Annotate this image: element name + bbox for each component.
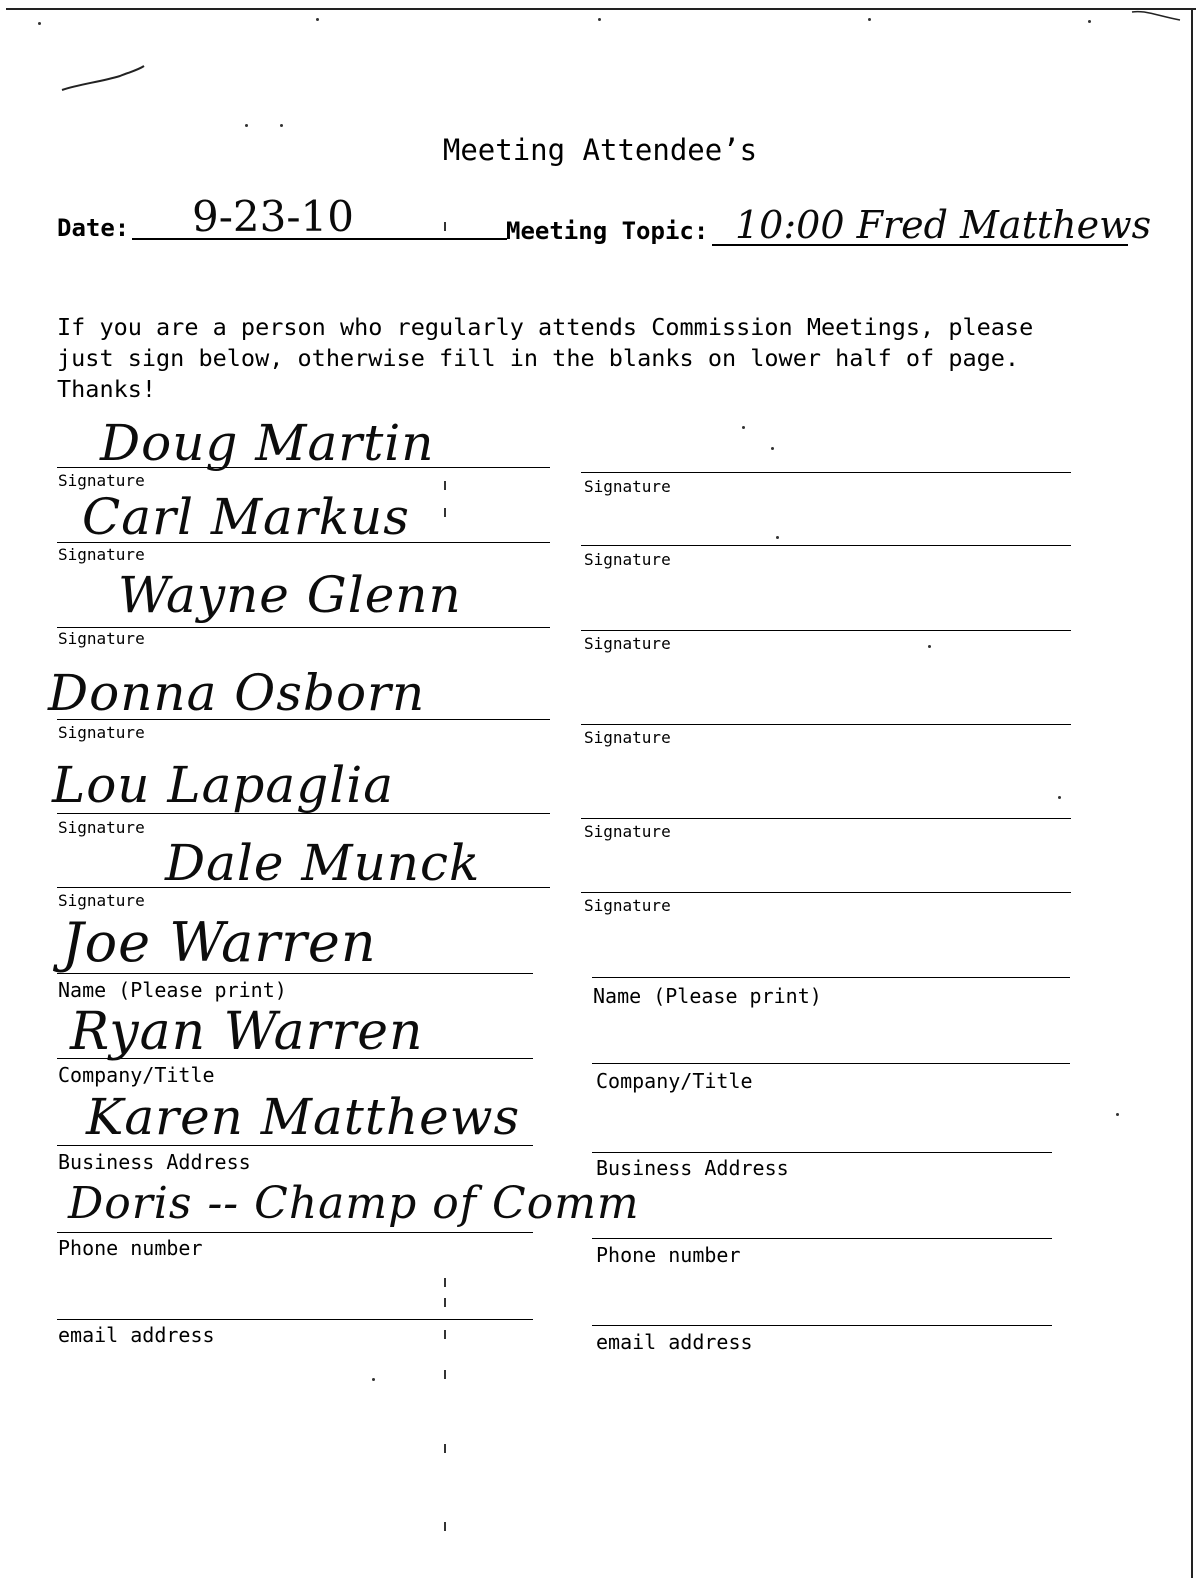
- scan-speck: [245, 124, 248, 127]
- company-label: Company/Title: [58, 1063, 215, 1087]
- scan-tick: [444, 1444, 446, 1453]
- signature-label: Signature: [58, 891, 145, 910]
- signature-label: Signature: [584, 477, 671, 496]
- signature-label: Signature: [584, 822, 671, 841]
- signature-line[interactable]: [581, 818, 1071, 819]
- handwritten-signature: Lou Lapaglia: [52, 756, 395, 814]
- scan-speck: [868, 18, 871, 21]
- scan-speck: [1058, 796, 1061, 799]
- phone-label: Phone number: [58, 1236, 203, 1260]
- address-field-line[interactable]: [592, 1152, 1052, 1153]
- handwritten-signature: Donna Osborn: [48, 664, 426, 722]
- scan-speck: [928, 645, 931, 648]
- signature-label: Signature: [584, 896, 671, 915]
- instructions-line: just sign below, otherwise fill in the blanks on lower half of page.: [57, 344, 1020, 372]
- signature-label: Signature: [58, 629, 145, 648]
- handwritten-address: Karen Matthews: [86, 1088, 521, 1146]
- company-label: Company/Title: [596, 1069, 753, 1093]
- scan-tick: [444, 222, 446, 231]
- handwritten-signature: Doug Martin: [100, 414, 435, 472]
- scan-tick: [444, 481, 446, 490]
- scan-tick: [444, 1522, 446, 1531]
- name-label: Name (Please print): [58, 978, 287, 1002]
- signature-line[interactable]: [581, 630, 1071, 631]
- email-field-line[interactable]: [57, 1319, 533, 1320]
- scan-tick: [444, 1298, 446, 1307]
- scan-speck: [316, 18, 319, 21]
- instructions-line: If you are a person who regularly attends Commission Meetings, please: [57, 313, 1034, 341]
- meeting-topic-value: 10:00 Fred Matthews: [735, 203, 1152, 247]
- page-title: Meeting Attendee’s: [442, 133, 758, 167]
- handwritten-signature: Wayne Glenn: [118, 566, 462, 624]
- scan-speck: [771, 447, 774, 450]
- scan-speck: [372, 1378, 375, 1381]
- date-label: Date:: [57, 214, 130, 242]
- signature-label: Signature: [584, 634, 671, 653]
- page-edge-top: [6, 8, 1196, 10]
- signature-label: Signature: [58, 818, 145, 837]
- scan-speck: [742, 426, 745, 429]
- name-field-line[interactable]: [592, 977, 1070, 978]
- scan-scribble: [60, 62, 150, 96]
- scan-speck: [776, 536, 779, 539]
- signature-label: Signature: [584, 550, 671, 569]
- signature-label: Signature: [58, 723, 145, 742]
- phone-label: Phone number: [596, 1243, 741, 1267]
- page-edge-right: [1191, 8, 1193, 1578]
- instructions: [57, 312, 1137, 405]
- email-field-line[interactable]: [592, 1325, 1052, 1326]
- signature-label: Signature: [584, 728, 671, 747]
- scan-speck: [1116, 1113, 1119, 1116]
- signature-line[interactable]: [581, 472, 1071, 473]
- company-field-line[interactable]: [592, 1063, 1070, 1064]
- signature-line[interactable]: [57, 627, 550, 628]
- scan-speck: [38, 22, 41, 25]
- scan-speck: [280, 124, 283, 127]
- handwritten-company: Ryan Warren: [70, 1002, 424, 1062]
- handwritten-signature: Carl Markus: [82, 488, 410, 546]
- email-label: email address: [596, 1330, 753, 1354]
- scan-tick: [444, 1278, 446, 1287]
- signature-label: Signature: [58, 471, 145, 490]
- date-value: 9-23-10: [192, 192, 354, 241]
- meeting-topic-label: Meeting Topic:: [506, 217, 709, 245]
- phone-field-line[interactable]: [592, 1238, 1052, 1239]
- name-label: Name (Please print): [593, 984, 822, 1008]
- scan-tick: [444, 1370, 446, 1379]
- scan-speck: [1088, 20, 1091, 23]
- signature-line[interactable]: [581, 892, 1071, 893]
- signature-label: Signature: [58, 545, 145, 564]
- email-label: email address: [58, 1323, 215, 1347]
- instructions-line: Thanks!: [57, 375, 157, 403]
- signature-line[interactable]: [581, 545, 1071, 546]
- phone-field-line[interactable]: [57, 1232, 533, 1233]
- handwritten-signature: Dale Munck: [165, 834, 481, 892]
- scan-tick: [444, 508, 446, 517]
- scan-speck: [598, 18, 601, 21]
- scan-tick: [444, 1330, 446, 1339]
- address-label: Business Address: [58, 1150, 251, 1174]
- signature-line[interactable]: [581, 724, 1071, 725]
- handwritten-phone: Doris -- Champ of Comm: [68, 1178, 640, 1229]
- handwritten-name: Joe Warren: [62, 911, 377, 974]
- address-label: Business Address: [596, 1156, 789, 1180]
